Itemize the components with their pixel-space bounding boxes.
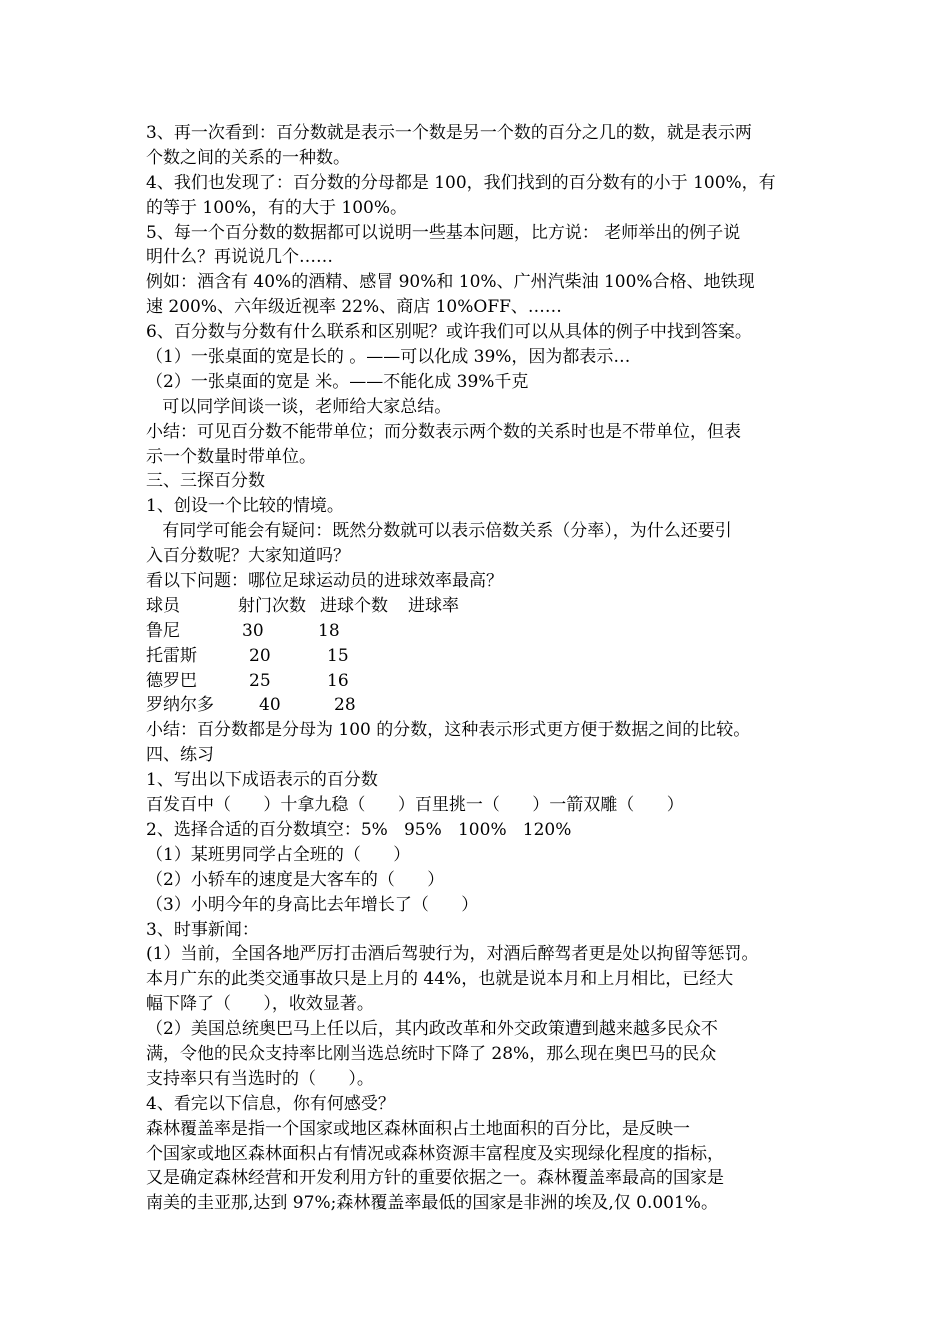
text-line: 5、每一个百分数的数据都可以说明一些基本问题，比方说： 老师举出的例子说	[146, 222, 741, 243]
player-table-header	[146, 594, 836, 619]
table-cell: 28	[334, 695, 356, 716]
text-line: 1、写出以下成语表示的百分数	[146, 770, 378, 791]
text-line: 3、时事新闻：	[146, 919, 259, 940]
text-line: 小结：可见百分数不能带单位；而分数表示两个数的关系时也是不带单位，但表	[146, 421, 741, 442]
text-line: 小结：百分数都是分母为 100 的分数，这种表示形式更方便于数据之间的比较。	[146, 720, 751, 741]
text-line: 个数之间的关系的一种数。	[146, 147, 350, 168]
text-line: 支持率只有当选时的（ ）。	[146, 1068, 374, 1089]
table-row	[146, 693, 836, 718]
table-header-cell: 进球个数	[320, 595, 388, 616]
table-row	[146, 644, 836, 669]
text-line: 南美的圭亚那,达到 97%;森林覆盖率最低的国家是非洲的埃及,仅 0.001%。	[146, 1193, 718, 1214]
text-line: 又是确定森林经营和开发利用方针的重要依据之一。森林覆盖率最高的国家是	[146, 1168, 724, 1189]
table-cell: 鲁尼	[146, 620, 180, 641]
table-header-cell: 射门次数	[238, 595, 306, 616]
text-line: 4、我们也发现了：百分数的分母都是 100，我们找到的百分数有的小于 100%，有	[146, 172, 776, 193]
text-line: （2）美国总统奥巴马上任以后，其内政改革和外交政策遭到越来越多民众不	[146, 1019, 718, 1040]
text-line: 的等于 100%，有的大于 100%。	[146, 197, 408, 218]
text-line: 明什么？再说说几个……	[146, 247, 333, 268]
text-line: （2）小轿车的速度是大客车的（ ）	[146, 869, 445, 890]
text-line: 3、再一次看到：百分数就是表示一个数是另一个数的百分之几的数，就是表示两	[146, 123, 752, 143]
document-body	[146, 121, 836, 1216]
text-line: 例如：酒含有 40%的酒精、感冒 90%和 10%、广州汽柴油 100%合格、地铁现	[146, 272, 755, 293]
table-cell: 18	[318, 620, 340, 641]
text-line: 幅下降了（ ），收效显著。	[146, 994, 374, 1015]
text-line: 百发百中（ ）十拿九稳（ ）百里挑一（ ）一箭双雕（ ）	[146, 795, 684, 816]
section-heading: 三、三探百分数	[146, 471, 265, 492]
table-cell: 30	[242, 620, 264, 641]
table-cell: 25	[249, 670, 271, 691]
text-line: 入百分数呢？大家知道吗？	[146, 546, 350, 567]
text-line: 2、选择合适的百分数填空：5% 95% 100% 120%	[146, 819, 572, 840]
table-cell: 托雷斯	[146, 645, 197, 666]
table-cell: 德罗巴	[146, 670, 197, 691]
table-row	[146, 619, 836, 644]
text-line: 1、创设一个比较的情境。	[146, 496, 344, 517]
text-line: 可以同学间谈一谈，老师给大家总结。	[146, 396, 452, 417]
text-line: （2）一张桌面的宽是 米。——不能化成 39%千克	[146, 371, 529, 392]
text-line: 本月广东的此类交通事故只是上月的 44%，也就是说本月和上月相比，已经大	[146, 969, 734, 990]
text-line: 森林覆盖率是指一个国家或地区森林面积占土地面积的百分比，是反映一	[146, 1118, 690, 1139]
table-row	[146, 669, 836, 694]
text-line: 看以下问题：哪位足球运动员的进球效率最高？	[146, 571, 503, 592]
table-cell: 20	[249, 645, 271, 666]
text-line: 速 200%、六年级近视率 22%、商店 10%OFF、……	[146, 297, 562, 318]
text-line: 个国家或地区森林面积占有情况或森林资源丰富程度及实现绿化程度的指标，	[146, 1143, 724, 1164]
table-cell: 16	[327, 670, 349, 691]
table-cell: 15	[327, 645, 349, 666]
text-line: 6、百分数与分数有什么联系和区别呢？或许我们可以从具体的例子中找到答案。	[146, 322, 752, 343]
section-heading: 四、练习	[146, 745, 214, 766]
text-line: 4、看完以下信息，你有何感受？	[146, 1093, 395, 1114]
text-line: (1）当前，全国各地严厉打击酒后驾驶行为，对酒后醉驾者更是处以拘留等惩罚。	[146, 944, 759, 965]
text-line: （1）某班男同学占全班的（ ）	[146, 844, 411, 865]
table-cell: 罗纳尔多	[146, 695, 214, 716]
text-line: 示一个数量时带单位。	[146, 446, 316, 467]
table-header-cell: 进球率	[408, 595, 459, 616]
text-line: （3）小明今年的身高比去年增长了（ ）	[146, 894, 479, 915]
text-line: （1）一张桌面的宽是长的 。——可以化成 39%，因为都表示…	[146, 347, 631, 368]
text-line: 满，令他的民众支持率比刚当选总统时下降了 28%，那么现在奥巴马的民众	[146, 1043, 717, 1064]
table-header-cell: 球员	[146, 595, 180, 616]
table-cell: 40	[259, 695, 281, 716]
text-line: 有同学可能会有疑问：既然分数就可以表示倍数关系（分率），为什么还要引	[146, 521, 732, 542]
